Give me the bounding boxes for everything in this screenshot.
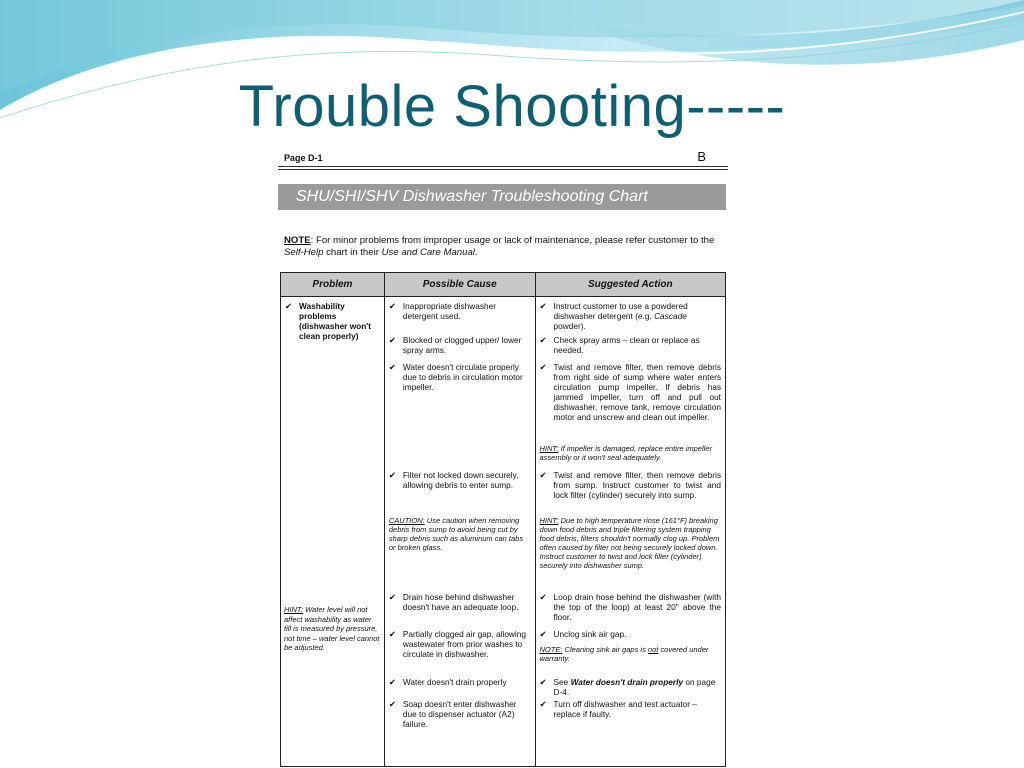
- cause-text: Water doesn't circulate properly due to debris in circulation motor impeller.: [402, 362, 523, 392]
- note-text: Cleaning sink air gaps is: [562, 645, 648, 654]
- troubleshooting-document: [278, 148, 728, 768]
- action-item: [536, 677, 725, 699]
- action-text-emphasis: Cascade: [654, 311, 687, 321]
- cause-item: [385, 470, 535, 516]
- action-text: Turn off dishwasher and test actuator – replace if faulty.: [553, 699, 697, 719]
- check-icon: ✔: [388, 301, 396, 311]
- problem-item: [281, 297, 384, 341]
- note-label: NOTE:: [539, 645, 563, 654]
- action-item: [536, 297, 725, 335]
- note-text: .: [474, 247, 478, 258]
- check-icon: ✔: [539, 677, 547, 687]
- note-manual: Use and Care Manual: [381, 247, 475, 258]
- hint-label: HINT:: [539, 516, 559, 525]
- cause-text: Water doesn't drain properly: [402, 677, 507, 687]
- check-icon: ✔: [539, 362, 547, 372]
- action-item: [536, 629, 725, 645]
- cause-item: [385, 297, 535, 335]
- hint-label: HINT:: [539, 444, 559, 453]
- cause-text: Filter not locked down securely, allowing debris to enter sump.: [402, 470, 519, 490]
- air-gap-note: [536, 645, 725, 677]
- header-possible-cause: Possible Cause: [384, 273, 535, 297]
- action-item: [536, 592, 725, 629]
- check-icon: ✔: [539, 592, 547, 602]
- header-suggested-action: Suggested Action: [535, 273, 725, 297]
- hint-text: Water level will not affect washability as water fill is measured by pressure, not time – water level cannot be adjusted.: [284, 605, 380, 652]
- cause-item: [385, 335, 535, 362]
- action-text: Unclog sink air gap.: [553, 629, 627, 639]
- note-text: : For minor problems from improper usage or lack of maintenance, please refer customer to the: [310, 235, 715, 246]
- action-text: See: [553, 677, 571, 687]
- cause-item: [385, 362, 535, 470]
- page-letter: B: [697, 149, 706, 164]
- troubleshooting-table: [280, 272, 726, 767]
- action-cell: [535, 297, 725, 767]
- cause-item: [385, 592, 535, 629]
- header-rule: [278, 166, 728, 167]
- check-icon: ✔: [285, 301, 292, 311]
- cause-item: [385, 677, 535, 699]
- action-text: Twist and remove filter, then remove debris from right side of sump where water enters circulation pump impeller. If debris has jammed impeller, turn off and pull out dishwasher, remove tank, remove circulation motor and unscrew and clean out impeller.: [553, 362, 721, 422]
- header-rule: [278, 169, 728, 170]
- hint-text: If impeller is damaged, replace entire impeller assembly or it won't seal adequately.: [539, 444, 712, 462]
- cause-text: Soap doesn't enter dishwasher due to dispenser actuator (A2) failure.: [402, 699, 517, 729]
- problem-hint: [284, 605, 380, 653]
- check-icon: ✔: [539, 335, 547, 345]
- note-text: chart in their: [323, 247, 382, 258]
- caution-text: Use caution when removing debris from sump to avoid being cut by sharp debris such as aluminum can tabs or broken glass.: [388, 516, 524, 552]
- action-item: [536, 362, 725, 444]
- caution-label: CAUTION:: [388, 516, 425, 525]
- action-text: on page D-4.: [553, 677, 716, 697]
- note-label: NOTE: [284, 235, 311, 246]
- table-header-row: [281, 273, 726, 297]
- action-item: [536, 699, 725, 735]
- note-self-help: Self-Help: [284, 247, 324, 258]
- cause-text: Blocked or clogged upper/ lower spray arms.: [402, 335, 522, 355]
- action-text: powder).: [553, 321, 586, 331]
- cause-cell: [384, 297, 535, 767]
- cause-item: [385, 629, 535, 677]
- cause-text: Partially clogged air gap, allowing wastewater from prior washes to circulate in dishwasher.: [402, 629, 527, 659]
- problem-text: Washability problems (dishwasher won't clean properly): [299, 301, 372, 341]
- document-header: [278, 148, 728, 170]
- table-row: [281, 297, 726, 767]
- slide-title: Trouble Shooting-----: [238, 74, 786, 139]
- impeller-hint: [536, 444, 725, 470]
- usage-note: [284, 235, 724, 259]
- action-item: [536, 470, 725, 516]
- page-label: Page D-1: [284, 153, 323, 163]
- check-icon: ✔: [388, 629, 396, 639]
- action-text: Loop drain hose behind the dishwasher (with the top of the loop) at least 20" above the floor.: [553, 592, 721, 622]
- header-problem: Problem: [281, 273, 385, 297]
- check-icon: ✔: [539, 301, 547, 311]
- check-icon: ✔: [388, 335, 396, 345]
- action-item: [536, 335, 725, 362]
- action-text: Check spray arms – clean or replace as needed.: [553, 335, 700, 355]
- hint-text: Due to high temperature rinse (161°F) breaking down food debris and triple filtering system trapping food debris, filters shouldn't normally clog up. Problem often caused by filter not being securely locked down. Instruct customer to twist and lock filter (cylinder) securely into dishwasher sump.: [539, 516, 720, 570]
- check-icon: ✔: [539, 629, 547, 639]
- cause-item: [385, 699, 535, 735]
- note-text-not: not: [647, 645, 659, 654]
- caution-note: [385, 516, 535, 592]
- check-icon: ✔: [388, 677, 396, 687]
- note-text: covered under warranty.: [539, 645, 709, 663]
- check-icon: ✔: [539, 699, 547, 709]
- filter-hint: [536, 516, 725, 592]
- check-icon: ✔: [539, 470, 547, 480]
- chart-title: SHU/SHI/SHV Dishwasher Troubleshooting Chart: [278, 184, 726, 210]
- cause-text: Inappropriate dishwasher detergent used.: [402, 301, 497, 321]
- action-text: Twist and remove filter, then remove debris from sump. Instruct customer to twist and lock filter (cylinder) securely into sump.: [553, 470, 721, 500]
- cause-text: Drain hose behind dishwasher doesn't have an adequate loop.: [402, 592, 519, 612]
- action-text-emphasis: Water doesn't drain properly: [570, 677, 684, 687]
- check-icon: ✔: [388, 592, 396, 602]
- hint-label: HINT:: [284, 605, 304, 614]
- check-icon: ✔: [388, 470, 396, 480]
- problem-cell: [281, 297, 385, 767]
- check-icon: ✔: [388, 699, 396, 709]
- action-text: Instruct customer to use a powdered dishwasher detergent (e.g.: [553, 301, 688, 321]
- check-icon: ✔: [388, 362, 396, 372]
